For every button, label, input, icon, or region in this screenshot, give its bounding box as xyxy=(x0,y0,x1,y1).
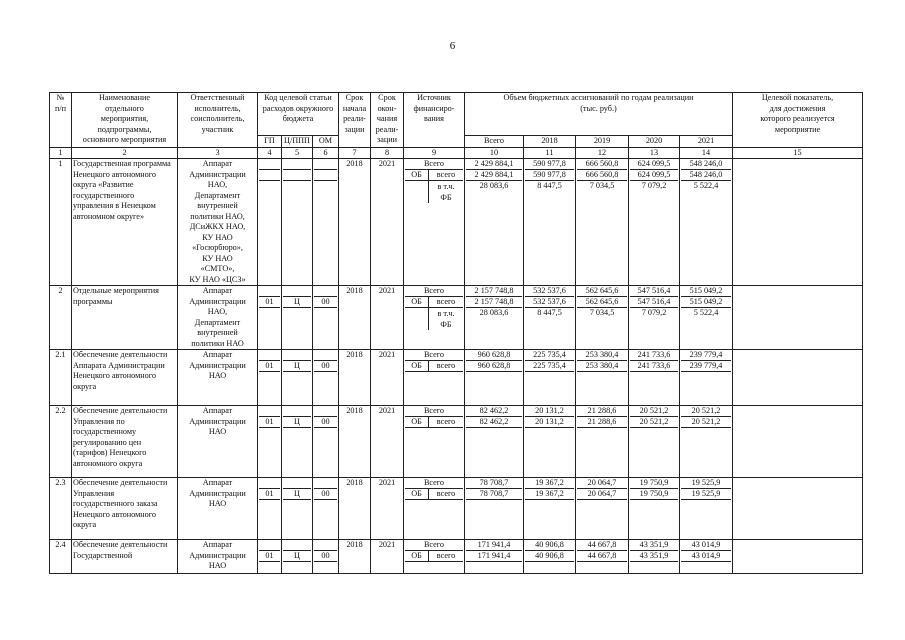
row-values xyxy=(576,540,629,574)
row-values xyxy=(465,478,524,540)
source-ob-label: ОБ xyxy=(405,417,429,428)
source-all-label: Всего xyxy=(405,540,463,551)
row-code-cpp xyxy=(282,286,313,350)
row-end: 2021 xyxy=(371,159,404,286)
value-fb-line: 5 522,4 xyxy=(693,308,719,317)
code-cell-blank xyxy=(283,350,311,361)
row-name: Государственная программа Ненецкого автономного округа «Развитие государственного управления в Ненецком автономном округе» xyxy=(72,159,178,286)
code-cell-blank xyxy=(314,540,337,551)
value-total-line: 2 157 748,8 xyxy=(466,286,522,297)
row-code-gp xyxy=(258,540,282,574)
source-ob-label: ОБ xyxy=(405,361,429,372)
value-ob-line: 548 246,0 xyxy=(681,170,731,181)
row-name: Обеспечение деятельности Управления по государственному регулированию цен (тарифов) Ненецкого автономного округа xyxy=(72,406,178,478)
value-fb-line: 7 034,5 xyxy=(589,308,615,317)
table-row xyxy=(50,406,863,478)
row-values xyxy=(629,478,680,540)
code-cell-blank xyxy=(259,159,280,170)
row-code-om xyxy=(313,159,339,286)
value-ob-line: 19 525,9 xyxy=(681,489,731,500)
row-end: 2021 xyxy=(371,286,404,350)
value-total-line: 562 645,6 xyxy=(577,286,627,297)
code-value: 00 xyxy=(314,551,337,562)
code-cell-blank xyxy=(259,478,280,489)
code-cell-blank xyxy=(259,286,280,297)
row-code-gp xyxy=(258,478,282,540)
value-total-line: 20 131,2 xyxy=(525,406,574,417)
value-total-line: 253 380,4 xyxy=(577,350,627,361)
column-number: 14 xyxy=(680,147,733,159)
code-value: 01 xyxy=(259,361,280,372)
row-source xyxy=(404,406,465,478)
value-total-line: 2 429 884,1 xyxy=(466,159,522,170)
source-all-label: Всего xyxy=(405,406,463,417)
row-number: 2.3 xyxy=(50,478,72,540)
value-total-line: 20 064,7 xyxy=(577,478,627,489)
row-values xyxy=(465,286,524,350)
value-ob-line: 225 735,4 xyxy=(525,361,574,372)
value-total-line: 515 049,2 xyxy=(681,286,731,297)
row-code-gp xyxy=(258,286,282,350)
row-values xyxy=(680,540,733,574)
table-row xyxy=(50,540,863,574)
value-ob-line: 2 429 884,1 xyxy=(466,170,522,181)
table-header xyxy=(50,93,863,159)
source-all-label: Всего xyxy=(405,350,463,361)
code-cell-blank xyxy=(259,406,280,417)
row-values xyxy=(576,478,629,540)
row-start: 2018 xyxy=(339,350,371,406)
row-code-cpp xyxy=(282,478,313,540)
code-cell-blank xyxy=(259,540,280,551)
row-code-om xyxy=(313,478,339,540)
value-ob-line: 547 516,4 xyxy=(630,297,678,308)
value-ob-line: 624 099,5 xyxy=(630,170,678,181)
value-ob-line: 241 733,6 xyxy=(630,361,678,372)
header-name: Наименование отдельного мероприятия, подпрограммы, основного мероприятия xyxy=(72,93,178,148)
source-ob-label: ОБ xyxy=(405,551,429,562)
column-number: 4 xyxy=(258,147,282,159)
header-2021: 2021 xyxy=(680,136,733,148)
code-cell-blank xyxy=(314,286,337,297)
value-ob-line: 19 750,9 xyxy=(630,489,678,500)
row-code-om xyxy=(313,406,339,478)
value-ob-line: 239 779,4 xyxy=(681,361,731,372)
value-fb-line: 28 083,6 xyxy=(479,181,509,190)
code-value: Ц xyxy=(283,361,311,372)
code-cell-blank xyxy=(314,159,337,170)
source-ob-label: ОБ xyxy=(405,170,429,181)
value-ob-line: 515 049,2 xyxy=(681,297,731,308)
header-code-cpp: Ц/ППП xyxy=(282,136,313,148)
value-total-line: 21 288,6 xyxy=(577,406,627,417)
value-ob-line: 960 628,8 xyxy=(466,361,522,372)
row-code-cpp xyxy=(282,350,313,406)
row-code-cpp xyxy=(282,540,313,574)
code-value xyxy=(259,170,280,181)
source-vsego-label: всего xyxy=(429,297,463,308)
column-number: 15 xyxy=(733,147,863,159)
row-target xyxy=(733,350,863,406)
row-start: 2018 xyxy=(339,286,371,350)
code-cell-blank xyxy=(259,350,280,361)
value-ob-line: 20 521,2 xyxy=(681,417,731,428)
source-box xyxy=(405,406,463,428)
row-values xyxy=(629,286,680,350)
row-values xyxy=(576,286,629,350)
code-value: 01 xyxy=(259,297,280,308)
code-value: 00 xyxy=(314,297,337,308)
value-ob-line: 43 351,9 xyxy=(630,551,678,562)
row-name: Обеспечение деятельности Государственной xyxy=(72,540,178,574)
source-vsego-label: всего xyxy=(429,417,463,428)
row-number: 2.1 xyxy=(50,350,72,406)
row-responsible: Аппарат Администрации НАО xyxy=(178,540,258,574)
value-total-line: 624 099,5 xyxy=(630,159,678,170)
value-ob-line: 19 367,2 xyxy=(525,489,574,500)
column-number: 13 xyxy=(629,147,680,159)
value-ob-line: 20 131,2 xyxy=(525,417,574,428)
value-total-line: 19 367,2 xyxy=(525,478,574,489)
row-values xyxy=(524,406,576,478)
value-total-line: 548 246,0 xyxy=(681,159,731,170)
column-number: 8 xyxy=(371,147,404,159)
value-total-line: 241 733,6 xyxy=(630,350,678,361)
row-source xyxy=(404,478,465,540)
code-value xyxy=(314,170,337,181)
row-source xyxy=(404,286,465,350)
header-target: Целевой показатель, для достижения которого реализуется мероприятие xyxy=(733,93,863,148)
source-ob-label: ОБ xyxy=(405,297,429,308)
source-vsego-label: всего xyxy=(429,489,463,500)
value-ob-line: 40 906,8 xyxy=(525,551,574,562)
table-row xyxy=(50,286,863,350)
value-total-line: 171 941,4 xyxy=(466,540,522,551)
header-volume-group: Объем бюджетных ассигнований по годам реализации (тыс. руб.) xyxy=(465,93,733,136)
value-ob-line: 532 537,6 xyxy=(525,297,574,308)
row-start: 2018 xyxy=(339,159,371,286)
budget-table xyxy=(49,92,863,574)
value-total-line: 666 560,8 xyxy=(577,159,627,170)
code-cell-blank xyxy=(314,478,337,489)
source-box xyxy=(405,159,463,203)
row-responsible: Аппарат Администрации НАО xyxy=(178,478,258,540)
row-values xyxy=(465,540,524,574)
value-ob-line: 21 288,6 xyxy=(577,417,627,428)
header-source: Источник финансиро- вания xyxy=(404,93,465,148)
header-num: № п/п xyxy=(50,93,72,148)
source-box xyxy=(405,286,463,330)
source-all-label: Всего xyxy=(405,286,463,297)
row-source xyxy=(404,540,465,574)
column-number: 10 xyxy=(465,147,524,159)
value-ob-line: 2 157 748,8 xyxy=(466,297,522,308)
row-end: 2021 xyxy=(371,540,404,574)
column-number: 9 xyxy=(404,147,465,159)
header-code-om: ОМ xyxy=(313,136,339,148)
row-start: 2018 xyxy=(339,540,371,574)
row-name: Обеспечение деятельности Аппарата Администрации Ненецкого автономного округа xyxy=(72,350,178,406)
table-row xyxy=(50,159,863,286)
row-source xyxy=(404,159,465,286)
row-number: 2.4 xyxy=(50,540,72,574)
code-value: 01 xyxy=(259,417,280,428)
column-number: 5 xyxy=(282,147,313,159)
value-total-line: 78 708,7 xyxy=(466,478,522,489)
value-ob-line: 562 645,6 xyxy=(577,297,627,308)
value-total-line: 590 977,8 xyxy=(525,159,574,170)
source-box xyxy=(405,540,463,562)
code-cell-blank xyxy=(314,406,337,417)
value-total-line: 20 521,2 xyxy=(681,406,731,417)
code-value: Ц xyxy=(283,551,311,562)
column-number: 2 xyxy=(72,147,178,159)
header-end: Срок окон- чания реали- зации xyxy=(371,93,404,148)
row-code-om xyxy=(313,540,339,574)
value-ob-line: 44 667,8 xyxy=(577,551,627,562)
column-number: 6 xyxy=(313,147,339,159)
code-cell-blank xyxy=(314,350,337,361)
code-value: 00 xyxy=(314,417,337,428)
value-fb-line: 7 034,5 xyxy=(589,181,615,190)
row-values xyxy=(576,159,629,286)
row-target xyxy=(733,286,863,350)
value-fb-line: 5 522,4 xyxy=(693,181,719,190)
code-value: 00 xyxy=(314,489,337,500)
code-value: Ц xyxy=(283,489,311,500)
row-end: 2021 xyxy=(371,350,404,406)
header-2019: 2019 xyxy=(576,136,629,148)
row-code-om xyxy=(313,286,339,350)
row-responsible: Аппарат Администрации НАО xyxy=(178,406,258,478)
source-vsego-label: всего xyxy=(429,361,463,372)
column-number: 11 xyxy=(524,147,576,159)
value-ob-line: 20 521,2 xyxy=(630,417,678,428)
value-ob-line: 171 941,4 xyxy=(466,551,522,562)
source-ob-label: ОБ xyxy=(405,489,429,500)
row-name: Отдельные мероприятия программы xyxy=(72,286,178,350)
table-row xyxy=(50,350,863,406)
code-cell-blank xyxy=(283,478,311,489)
page-number: 6 xyxy=(449,40,456,52)
value-ob-line: 590 977,8 xyxy=(525,170,574,181)
header-start: Срок начала реали- зации xyxy=(339,93,371,148)
row-end: 2021 xyxy=(371,406,404,478)
row-code-om xyxy=(313,350,339,406)
row-code-cpp xyxy=(282,159,313,286)
source-box xyxy=(405,350,463,372)
row-source xyxy=(404,350,465,406)
row-values xyxy=(524,540,576,574)
header-total: Всего xyxy=(465,136,524,148)
row-target xyxy=(733,478,863,540)
row-end: 2021 xyxy=(371,478,404,540)
value-ob-line: 43 014,9 xyxy=(681,551,731,562)
row-values xyxy=(465,406,524,478)
value-total-line: 960 628,8 xyxy=(466,350,522,361)
row-values xyxy=(680,350,733,406)
code-cell-blank xyxy=(283,406,311,417)
row-name: Обеспечение деятельности Управления государственного заказа Ненецкого автономного округа xyxy=(72,478,178,540)
value-total-line: 40 906,8 xyxy=(525,540,574,551)
row-values xyxy=(576,350,629,406)
value-ob-line: 20 064,7 xyxy=(577,489,627,500)
code-value: Ц xyxy=(283,417,311,428)
code-value: Ц xyxy=(283,297,311,308)
row-values xyxy=(524,286,576,350)
row-target xyxy=(733,406,863,478)
table-body xyxy=(50,159,863,574)
value-total-line: 532 537,6 xyxy=(525,286,574,297)
source-fb-label: в т.ч. ФБ xyxy=(437,182,455,202)
value-ob-line: 666 560,8 xyxy=(577,170,627,181)
row-values xyxy=(629,406,680,478)
row-values xyxy=(680,159,733,286)
row-code-gp xyxy=(258,350,282,406)
row-target xyxy=(733,159,863,286)
row-values xyxy=(524,478,576,540)
table-row xyxy=(50,478,863,540)
row-code-cpp xyxy=(282,406,313,478)
column-number: 3 xyxy=(178,147,258,159)
source-all-label: Всего xyxy=(405,478,463,489)
row-number: 2.2 xyxy=(50,406,72,478)
code-value: 01 xyxy=(259,489,280,500)
value-total-line: 19 525,9 xyxy=(681,478,731,489)
header-code-group: Код целевой статьи расходов окружного бюджета xyxy=(258,93,339,136)
column-number: 7 xyxy=(339,147,371,159)
row-responsible: Аппарат Администрации НАО, Департамент внутренней политики НАО xyxy=(178,286,258,350)
value-fb-line: 7 079,2 xyxy=(641,181,667,190)
value-fb-line: 28 083,6 xyxy=(479,308,509,317)
row-target xyxy=(733,540,863,574)
column-number-row xyxy=(50,147,863,159)
value-fb-line: 8 447,5 xyxy=(537,181,562,190)
code-value xyxy=(283,170,311,181)
value-total-line: 43 351,9 xyxy=(630,540,678,551)
row-values xyxy=(629,540,680,574)
header-responsible: Ответственный исполнитель, соисполнитель, участник xyxy=(178,93,258,148)
row-number: 2 xyxy=(50,286,72,350)
row-values xyxy=(680,406,733,478)
header-2020: 2020 xyxy=(629,136,680,148)
code-value: 01 xyxy=(259,551,280,562)
value-ob-line: 82 462,2 xyxy=(466,417,522,428)
row-number: 1 xyxy=(50,159,72,286)
source-blank xyxy=(405,308,429,330)
source-blank xyxy=(405,181,429,203)
source-all-label: Всего xyxy=(405,159,463,170)
row-values xyxy=(680,286,733,350)
row-values xyxy=(524,350,576,406)
row-values xyxy=(524,159,576,286)
row-values xyxy=(465,350,524,406)
code-value: 00 xyxy=(314,361,337,372)
row-values xyxy=(629,350,680,406)
value-total-line: 547 516,4 xyxy=(630,286,678,297)
row-values xyxy=(576,406,629,478)
row-responsible: Аппарат Администрации НАО, Департамент внутренней политики НАО, ДСиЖКХ НАО, КУ НАО «Госюрбюро», КУ НАО «СМТО», КУ НАО «ЦСЗ» xyxy=(178,159,258,286)
value-total-line: 225 735,4 xyxy=(525,350,574,361)
code-cell-blank xyxy=(283,159,311,170)
source-fb-label: в т.ч. ФБ xyxy=(437,309,455,329)
row-start: 2018 xyxy=(339,478,371,540)
header-2018: 2018 xyxy=(524,136,576,148)
row-values xyxy=(629,159,680,286)
value-total-line: 239 779,4 xyxy=(681,350,731,361)
row-responsible: Аппарат Администрации НАО xyxy=(178,350,258,406)
row-values xyxy=(465,159,524,286)
code-cell-blank xyxy=(283,540,311,551)
row-code-gp xyxy=(258,406,282,478)
value-fb-line: 7 079,2 xyxy=(641,308,667,317)
value-total-line: 82 462,2 xyxy=(466,406,522,417)
value-ob-line: 78 708,7 xyxy=(466,489,522,500)
code-cell-blank xyxy=(283,286,311,297)
column-number: 12 xyxy=(576,147,629,159)
row-start: 2018 xyxy=(339,406,371,478)
value-fb-line: 8 447,5 xyxy=(537,308,562,317)
source-vsego-label: всего xyxy=(429,170,463,181)
value-total-line: 43 014,9 xyxy=(681,540,731,551)
row-values xyxy=(680,478,733,540)
value-total-line: 44 667,8 xyxy=(577,540,627,551)
value-ob-line: 253 380,4 xyxy=(577,361,627,372)
header-code-gp: ГП xyxy=(258,136,282,148)
value-total-line: 20 521,2 xyxy=(630,406,678,417)
row-code-gp xyxy=(258,159,282,286)
value-total-line: 19 750,9 xyxy=(630,478,678,489)
column-number: 1 xyxy=(50,147,72,159)
source-vsego-label: всего xyxy=(429,551,463,562)
source-box xyxy=(405,478,463,500)
